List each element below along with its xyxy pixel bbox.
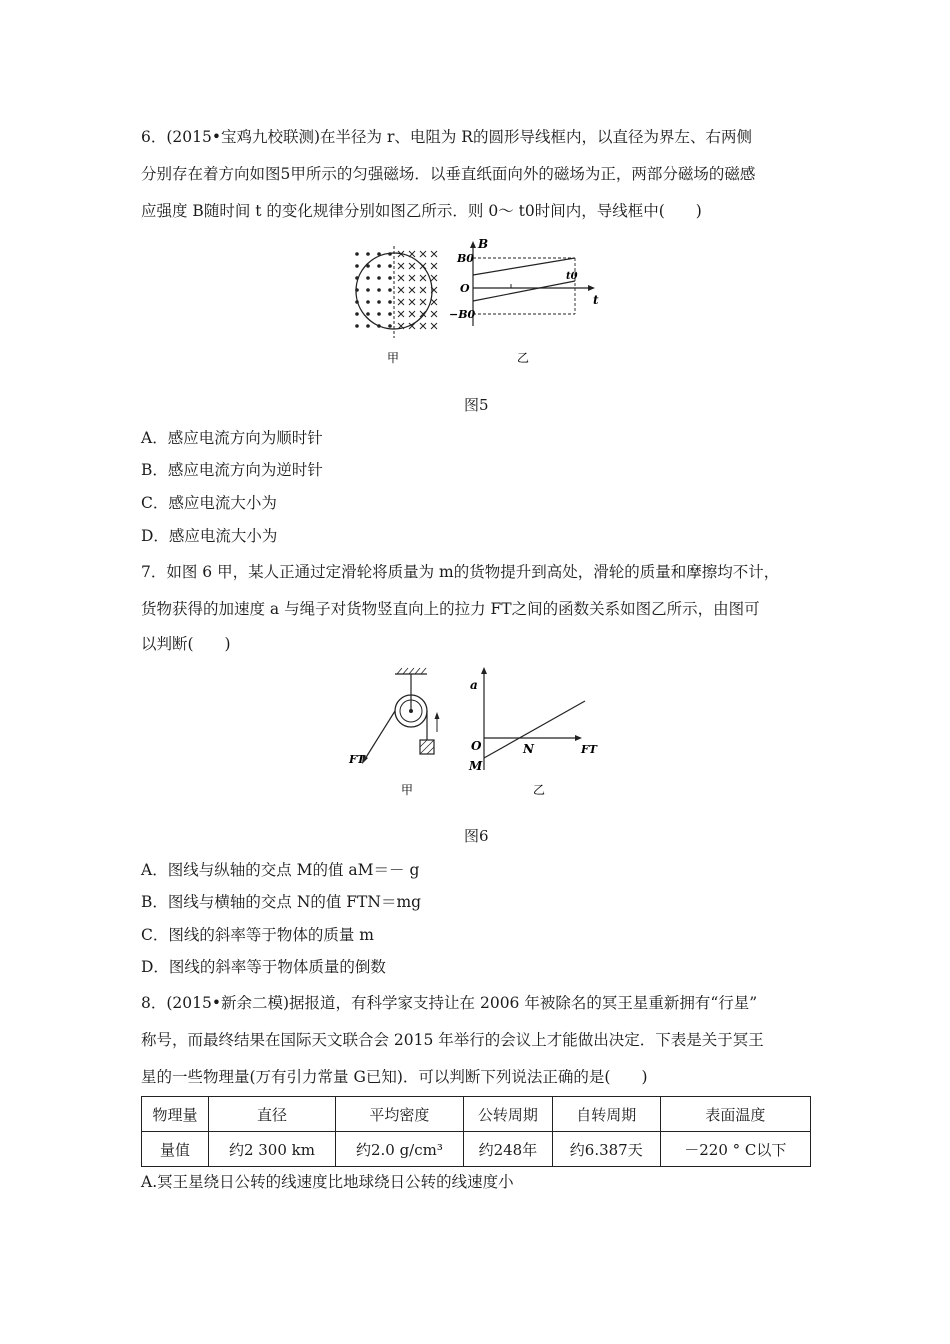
table-cell: 平均密度	[335, 1097, 463, 1132]
field-cross	[409, 275, 415, 281]
field-cross	[420, 251, 426, 257]
q7-option-c: C．图线的斜率等于物体的质量 m	[141, 926, 374, 944]
axis-label-ft: FT	[581, 743, 597, 756]
field-dot	[366, 300, 370, 304]
fig5-label-jia: 甲	[387, 351, 400, 365]
field-cross	[420, 299, 426, 305]
field-dot	[366, 312, 370, 316]
field-cross	[398, 287, 404, 293]
q7-option-d: D．图线的斜率等于物体质量的倒数	[141, 958, 386, 976]
field-dot	[388, 288, 392, 292]
table-cell: 约6.387天	[552, 1132, 660, 1167]
t-axis-arrow	[588, 285, 595, 291]
figure-5-caption: 图5	[464, 396, 489, 414]
field-dot	[377, 300, 381, 304]
q8-line-2: 称号，而最终结果在国际天文联合会 2015 年举行的会议上才能做出决定．下表是关于冥王	[141, 1031, 764, 1049]
field-cross	[398, 299, 404, 305]
field-dot	[388, 312, 392, 316]
q7-line-1: 7．如图 6 甲，某人正通过定滑轮将质量为 m的货物提升到高处，滑轮的质量和摩擦均不计，	[141, 563, 780, 581]
field-cross	[398, 311, 404, 317]
table-cell: 公转周期	[463, 1097, 552, 1132]
field-dot	[388, 324, 392, 328]
figure-6-caption: 图6	[464, 827, 489, 845]
field-cross	[409, 299, 415, 305]
q6-line-1: 6．(2015•宝鸡九校联测)在半径为 r、电阻为 R的圆形导线框内，以直径为界左、右两侧	[141, 128, 752, 146]
field-cross	[420, 275, 426, 281]
fig6-label-yi: 乙	[533, 783, 546, 797]
q7-option-b: B．图线与横轴的交点 N的值 FTN＝mg	[141, 893, 422, 911]
pull-force-label: FT	[349, 753, 365, 766]
table-cell: 表面温度	[660, 1097, 810, 1132]
field-cross	[398, 263, 404, 269]
b-line-left	[473, 258, 575, 275]
origin-label: O	[460, 282, 470, 295]
tick-label-b0: B0	[457, 252, 474, 265]
b-line-right	[473, 281, 575, 301]
table-cell: 约2 300 km	[209, 1132, 336, 1167]
field-dot	[377, 288, 381, 292]
a-axis-arrow	[481, 667, 487, 674]
field-dot	[377, 276, 381, 280]
table-cell: 约2.0 g/cm³	[335, 1132, 463, 1167]
inward-field-crosses	[398, 251, 437, 329]
table-cell: －220 ° C以下	[660, 1132, 810, 1167]
figure-6	[345, 664, 605, 804]
origin-label-o: O	[471, 739, 482, 753]
ft-axis-arrow	[575, 735, 582, 741]
field-cross	[431, 311, 437, 317]
field-cross	[420, 323, 426, 329]
pulley-axle	[409, 709, 413, 713]
q6-option-b: B．感应电流方向为逆时针	[141, 461, 323, 479]
table-row	[142, 1132, 811, 1167]
field-cross	[431, 323, 437, 329]
field-dot	[388, 300, 392, 304]
table-cell: 约248年	[463, 1132, 552, 1167]
field-dot	[366, 288, 370, 292]
q6-option-a: A．感应电流方向为顺时针	[141, 429, 323, 447]
a-ft-line	[484, 701, 585, 758]
q6-option-c: C．感应电流大小为	[141, 494, 277, 512]
pluto-properties-table	[141, 1096, 811, 1167]
field-dot	[355, 252, 359, 256]
q8-line-3: 星的一些物理量(万有引力常量 G已知)．可以判断下列说法正确的是( )	[141, 1068, 648, 1086]
q8-option-a: A.冥王星绕日公转的线速度比地球绕日公转的线速度小	[141, 1173, 514, 1191]
q6-line-3: 应强度 B随时间 t 的变化规律分别如图乙所示．则 0～ t0时间内，导线框中( )	[141, 202, 702, 220]
field-cross	[431, 275, 437, 281]
q7-line-2: 货物获得的加速度 a 与绳子对货物竖直向上的拉力 FT之间的函数关系如图乙所示，由图可	[141, 600, 760, 618]
field-dot	[377, 312, 381, 316]
fig5-label-yi: 乙	[517, 351, 530, 365]
point-m-label: M	[469, 759, 483, 773]
field-cross	[409, 287, 415, 293]
table-cell: 量值	[142, 1132, 209, 1167]
q6-line-2: 分别存在着方向如图5甲所示的匀强磁场．以垂直纸面向外的磁场为正，两部分磁场的磁感	[141, 165, 756, 183]
field-dot	[366, 324, 370, 328]
field-cross	[409, 263, 415, 269]
field-dot	[388, 264, 392, 268]
axis-label-b: B	[478, 238, 489, 251]
tick-label-neg-b0: −B0	[449, 308, 476, 321]
axis-label-a: a	[470, 678, 478, 692]
ceiling-hatch	[397, 668, 426, 674]
figure-5	[345, 238, 615, 368]
q7-line-3: 以判断( )	[141, 635, 231, 653]
field-dot	[388, 276, 392, 280]
fig6-label-jia: 甲	[401, 783, 414, 797]
table-cell: 自转周期	[552, 1097, 660, 1132]
field-cross	[409, 311, 415, 317]
field-cross	[420, 287, 426, 293]
table-header-row	[142, 1097, 811, 1132]
b-axis-arrow	[470, 241, 476, 248]
field-dot	[355, 324, 359, 328]
axis-label-t: t	[593, 293, 599, 307]
field-dot	[366, 252, 370, 256]
q7-option-a: A．图线与纵轴的交点 M的值 aM＝－ g	[141, 861, 420, 879]
field-cross	[431, 299, 437, 305]
field-dot	[355, 264, 359, 268]
field-dot	[366, 276, 370, 280]
field-dot	[377, 264, 381, 268]
field-cross	[431, 251, 437, 257]
field-cross	[398, 275, 404, 281]
q6-option-d: D．感应电流大小为	[141, 527, 278, 545]
tick-label-t0: t0	[566, 271, 578, 282]
field-dot	[355, 312, 359, 316]
field-cross	[431, 263, 437, 269]
table-cell: 直径	[209, 1097, 336, 1132]
outward-field-dots	[355, 252, 392, 328]
acceleration-arrowhead	[435, 712, 440, 719]
table-cell: 物理量	[142, 1097, 209, 1132]
point-n-label: N	[523, 742, 534, 756]
q8-line-1: 8．(2015•新余二模)据报道，有科学家支持让在 2006 年被除名的冥王星重新拥有“行星”	[141, 994, 758, 1012]
rope-pull-side	[365, 711, 395, 759]
